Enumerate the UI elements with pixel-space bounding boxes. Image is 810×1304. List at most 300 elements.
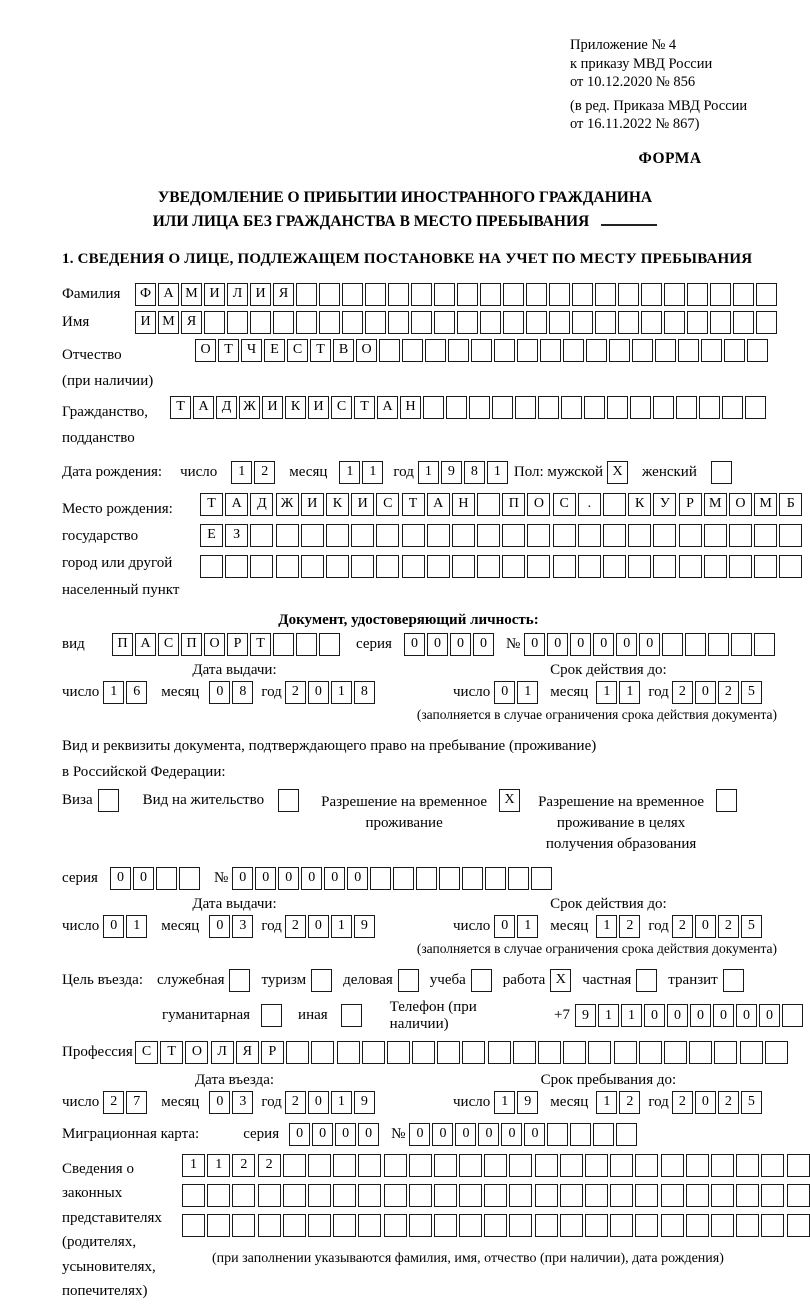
- char-box[interactable]: Н: [452, 493, 475, 516]
- char-box[interactable]: [387, 1041, 410, 1064]
- char-box[interactable]: [716, 789, 737, 812]
- char-box[interactable]: 0: [695, 915, 716, 938]
- char-box[interactable]: [636, 969, 657, 992]
- char-box[interactable]: [547, 1123, 568, 1146]
- char-box[interactable]: Ф: [135, 283, 156, 306]
- char-box[interactable]: [459, 1214, 482, 1237]
- char-box[interactable]: 0: [432, 1123, 453, 1146]
- char-box[interactable]: [686, 1184, 709, 1207]
- char-box[interactable]: [661, 1214, 684, 1237]
- char-box[interactable]: [553, 524, 576, 547]
- char-box[interactable]: [232, 1184, 255, 1207]
- char-box[interactable]: [736, 1154, 759, 1177]
- char-box[interactable]: [311, 1041, 334, 1064]
- char-box[interactable]: [393, 867, 414, 890]
- char-box[interactable]: [756, 311, 777, 334]
- char-box[interactable]: 0: [278, 867, 299, 890]
- char-box[interactable]: 2: [672, 681, 693, 704]
- char-box[interactable]: 0: [301, 867, 322, 890]
- char-box[interactable]: 1: [207, 1154, 230, 1177]
- char-box[interactable]: М: [158, 311, 179, 334]
- char-box[interactable]: [756, 283, 777, 306]
- char-box[interactable]: [276, 524, 299, 547]
- char-box[interactable]: [416, 867, 437, 890]
- char-box[interactable]: [409, 1214, 432, 1237]
- char-box[interactable]: [653, 396, 674, 419]
- char-box[interactable]: 0: [639, 633, 660, 656]
- char-box[interactable]: [610, 1184, 633, 1207]
- char-box[interactable]: [494, 339, 515, 362]
- char-box[interactable]: [301, 524, 324, 547]
- char-box[interactable]: Ч: [241, 339, 262, 362]
- char-box[interactable]: [502, 555, 525, 578]
- char-box[interactable]: [409, 1154, 432, 1177]
- char-box[interactable]: [365, 283, 386, 306]
- char-box[interactable]: [261, 1004, 282, 1027]
- char-box[interactable]: [584, 396, 605, 419]
- char-box[interactable]: [616, 1123, 637, 1146]
- char-box[interactable]: [515, 396, 536, 419]
- char-box[interactable]: [570, 1123, 591, 1146]
- char-box[interactable]: О: [356, 339, 377, 362]
- char-box[interactable]: [563, 339, 584, 362]
- char-box[interactable]: [787, 1154, 810, 1177]
- char-box[interactable]: [585, 1214, 608, 1237]
- char-box[interactable]: [711, 1154, 734, 1177]
- char-box[interactable]: [326, 555, 349, 578]
- char-box[interactable]: 9: [441, 461, 462, 484]
- char-box[interactable]: [723, 969, 744, 992]
- char-box[interactable]: О: [195, 339, 216, 362]
- char-box[interactable]: 1: [418, 461, 439, 484]
- char-box[interactable]: [296, 633, 317, 656]
- char-box[interactable]: 0: [409, 1123, 430, 1146]
- char-box[interactable]: [434, 1184, 457, 1207]
- char-box[interactable]: П: [181, 633, 202, 656]
- char-box[interactable]: 0: [690, 1004, 711, 1027]
- char-box[interactable]: 0: [324, 867, 345, 890]
- char-box[interactable]: [370, 867, 391, 890]
- char-box[interactable]: [572, 283, 593, 306]
- char-box[interactable]: 9: [354, 1091, 375, 1114]
- char-box[interactable]: С: [158, 633, 179, 656]
- char-box[interactable]: [595, 311, 616, 334]
- char-box[interactable]: 1: [517, 915, 538, 938]
- char-box[interactable]: [731, 633, 752, 656]
- char-box[interactable]: [641, 311, 662, 334]
- char-box[interactable]: [452, 555, 475, 578]
- char-box[interactable]: [402, 555, 425, 578]
- char-box[interactable]: К: [628, 493, 651, 516]
- char-box[interactable]: С: [287, 339, 308, 362]
- char-box[interactable]: [358, 1184, 381, 1207]
- char-box[interactable]: 1: [598, 1004, 619, 1027]
- char-box[interactable]: Л: [227, 283, 248, 306]
- char-box[interactable]: [308, 1214, 331, 1237]
- char-box[interactable]: [729, 555, 752, 578]
- char-box[interactable]: 1: [494, 1091, 515, 1114]
- char-box[interactable]: Т: [354, 396, 375, 419]
- char-box[interactable]: Я: [236, 1041, 259, 1064]
- char-box[interactable]: М: [181, 283, 202, 306]
- char-box[interactable]: [229, 969, 250, 992]
- char-box[interactable]: [179, 867, 200, 890]
- char-box[interactable]: 9: [354, 915, 375, 938]
- char-box[interactable]: [477, 524, 500, 547]
- char-box[interactable]: [686, 1154, 709, 1177]
- char-box[interactable]: [701, 339, 722, 362]
- char-box[interactable]: 0: [644, 1004, 665, 1027]
- char-box[interactable]: 0: [524, 1123, 545, 1146]
- char-box[interactable]: 1: [596, 681, 617, 704]
- char-box[interactable]: [585, 1184, 608, 1207]
- char-box[interactable]: [341, 1004, 362, 1027]
- char-box[interactable]: 1: [182, 1154, 205, 1177]
- char-box[interactable]: [477, 555, 500, 578]
- char-box[interactable]: А: [135, 633, 156, 656]
- char-box[interactable]: [761, 1154, 784, 1177]
- char-box[interactable]: О: [729, 493, 752, 516]
- char-box[interactable]: 2: [232, 1154, 255, 1177]
- char-box[interactable]: [509, 1184, 532, 1207]
- char-box[interactable]: [517, 339, 538, 362]
- char-box[interactable]: 1: [596, 915, 617, 938]
- char-box[interactable]: [333, 1154, 356, 1177]
- char-box[interactable]: 2: [285, 681, 306, 704]
- char-box[interactable]: Т: [170, 396, 191, 419]
- char-box[interactable]: И: [250, 283, 271, 306]
- char-box[interactable]: К: [285, 396, 306, 419]
- char-box[interactable]: [653, 555, 676, 578]
- char-box[interactable]: [283, 1154, 306, 1177]
- char-box[interactable]: [641, 283, 662, 306]
- char-box[interactable]: [549, 283, 570, 306]
- char-box[interactable]: 2: [718, 1091, 739, 1114]
- char-box[interactable]: 5: [741, 681, 762, 704]
- char-box[interactable]: 1: [517, 681, 538, 704]
- char-box[interactable]: [182, 1184, 205, 1207]
- char-box[interactable]: [485, 867, 506, 890]
- char-box[interactable]: 2: [718, 681, 739, 704]
- char-box[interactable]: 6: [126, 681, 147, 704]
- char-box[interactable]: Я: [273, 283, 294, 306]
- char-box[interactable]: Т: [160, 1041, 183, 1064]
- char-box[interactable]: [610, 1154, 633, 1177]
- char-box[interactable]: [351, 524, 374, 547]
- char-box[interactable]: [563, 1041, 586, 1064]
- char-box[interactable]: [603, 555, 626, 578]
- char-box[interactable]: [527, 555, 550, 578]
- char-box[interactable]: [664, 311, 685, 334]
- char-box[interactable]: 0: [524, 633, 545, 656]
- char-box[interactable]: [787, 1184, 810, 1207]
- char-box[interactable]: В: [333, 339, 354, 362]
- char-box[interactable]: И: [204, 283, 225, 306]
- char-box[interactable]: 2: [718, 915, 739, 938]
- char-box[interactable]: 0: [494, 681, 515, 704]
- char-box[interactable]: [273, 633, 294, 656]
- char-box[interactable]: 1: [331, 915, 352, 938]
- char-box[interactable]: [337, 1041, 360, 1064]
- char-box[interactable]: 2: [672, 915, 693, 938]
- char-box[interactable]: [561, 396, 582, 419]
- char-box[interactable]: 1: [231, 461, 252, 484]
- char-box[interactable]: 3: [232, 1091, 253, 1114]
- char-box[interactable]: [655, 339, 676, 362]
- char-box[interactable]: [686, 1214, 709, 1237]
- char-box[interactable]: 0: [547, 633, 568, 656]
- char-box[interactable]: 1: [621, 1004, 642, 1027]
- char-box[interactable]: [747, 339, 768, 362]
- char-box[interactable]: [740, 1041, 763, 1064]
- char-box[interactable]: Д: [250, 493, 273, 516]
- char-box[interactable]: И: [135, 311, 156, 334]
- char-box[interactable]: [286, 1041, 309, 1064]
- char-box[interactable]: 2: [672, 1091, 693, 1114]
- char-box[interactable]: [503, 283, 524, 306]
- char-box[interactable]: 1: [339, 461, 360, 484]
- char-box[interactable]: [609, 339, 630, 362]
- char-box[interactable]: [765, 1041, 788, 1064]
- char-box[interactable]: [714, 1041, 737, 1064]
- char-box[interactable]: [434, 283, 455, 306]
- char-box[interactable]: [711, 1214, 734, 1237]
- char-box[interactable]: [427, 524, 450, 547]
- char-box[interactable]: 0: [133, 867, 154, 890]
- char-box[interactable]: [492, 396, 513, 419]
- char-box[interactable]: [425, 339, 446, 362]
- char-box[interactable]: А: [225, 493, 248, 516]
- char-box[interactable]: [689, 1041, 712, 1064]
- char-box[interactable]: [639, 1041, 662, 1064]
- char-box[interactable]: [502, 524, 525, 547]
- char-box[interactable]: X: [499, 789, 520, 812]
- char-box[interactable]: 2: [285, 915, 306, 938]
- char-box[interactable]: 0: [501, 1123, 522, 1146]
- char-box[interactable]: 0: [209, 681, 230, 704]
- char-box[interactable]: [388, 283, 409, 306]
- char-box[interactable]: [578, 524, 601, 547]
- char-box[interactable]: [628, 555, 651, 578]
- char-box[interactable]: [333, 1214, 356, 1237]
- char-box[interactable]: [232, 1214, 255, 1237]
- char-box[interactable]: [572, 311, 593, 334]
- char-box[interactable]: [227, 311, 248, 334]
- char-box[interactable]: [342, 311, 363, 334]
- char-box[interactable]: [779, 524, 802, 547]
- char-box[interactable]: 1: [331, 681, 352, 704]
- char-box[interactable]: 0: [616, 633, 637, 656]
- char-box[interactable]: [462, 867, 483, 890]
- char-box[interactable]: [402, 339, 423, 362]
- char-box[interactable]: [423, 396, 444, 419]
- char-box[interactable]: 0: [427, 633, 448, 656]
- char-box[interactable]: 0: [255, 867, 276, 890]
- char-box[interactable]: [711, 461, 732, 484]
- char-box[interactable]: [457, 311, 478, 334]
- char-box[interactable]: [526, 311, 547, 334]
- char-box[interactable]: [736, 1184, 759, 1207]
- char-box[interactable]: Т: [200, 493, 223, 516]
- char-box[interactable]: 3: [232, 915, 253, 938]
- char-box[interactable]: [258, 1214, 281, 1237]
- char-box[interactable]: 0: [695, 681, 716, 704]
- char-box[interactable]: [379, 339, 400, 362]
- char-box[interactable]: [685, 633, 706, 656]
- char-box[interactable]: А: [158, 283, 179, 306]
- char-box[interactable]: А: [193, 396, 214, 419]
- char-box[interactable]: [250, 555, 273, 578]
- char-box[interactable]: [560, 1154, 583, 1177]
- char-box[interactable]: М: [704, 493, 727, 516]
- char-box[interactable]: [710, 283, 731, 306]
- char-box[interactable]: 0: [404, 633, 425, 656]
- char-box[interactable]: [736, 1214, 759, 1237]
- char-box[interactable]: Р: [227, 633, 248, 656]
- char-box[interactable]: [679, 555, 702, 578]
- char-box[interactable]: [342, 283, 363, 306]
- char-box[interactable]: [603, 493, 626, 516]
- char-box[interactable]: [503, 311, 524, 334]
- char-box[interactable]: 2: [103, 1091, 124, 1114]
- char-box[interactable]: И: [351, 493, 374, 516]
- char-box[interactable]: 2: [619, 1091, 640, 1114]
- char-box[interactable]: 0: [478, 1123, 499, 1146]
- char-box[interactable]: 0: [759, 1004, 780, 1027]
- char-box[interactable]: 0: [473, 633, 494, 656]
- char-box[interactable]: [531, 867, 552, 890]
- char-box[interactable]: Т: [310, 339, 331, 362]
- char-box[interactable]: 9: [517, 1091, 538, 1114]
- char-box[interactable]: [635, 1184, 658, 1207]
- char-box[interactable]: Т: [250, 633, 271, 656]
- char-box[interactable]: [754, 555, 777, 578]
- char-box[interactable]: З: [225, 524, 248, 547]
- char-box[interactable]: [182, 1214, 205, 1237]
- char-box[interactable]: [635, 1154, 658, 1177]
- char-box[interactable]: [411, 311, 432, 334]
- char-box[interactable]: Р: [679, 493, 702, 516]
- char-box[interactable]: [326, 524, 349, 547]
- char-box[interactable]: [156, 867, 177, 890]
- char-box[interactable]: [745, 396, 766, 419]
- char-box[interactable]: 2: [254, 461, 275, 484]
- char-box[interactable]: [678, 339, 699, 362]
- char-box[interactable]: 1: [362, 461, 383, 484]
- char-box[interactable]: [538, 396, 559, 419]
- char-box[interactable]: [200, 555, 223, 578]
- char-box[interactable]: [724, 339, 745, 362]
- char-box[interactable]: [434, 311, 455, 334]
- char-box[interactable]: 1: [619, 681, 640, 704]
- char-box[interactable]: 0: [593, 633, 614, 656]
- char-box[interactable]: [308, 1154, 331, 1177]
- char-box[interactable]: 0: [312, 1123, 333, 1146]
- char-box[interactable]: [761, 1214, 784, 1237]
- char-box[interactable]: 7: [126, 1091, 147, 1114]
- char-box[interactable]: 0: [335, 1123, 356, 1146]
- char-box[interactable]: 0: [232, 867, 253, 890]
- char-box[interactable]: [462, 1041, 485, 1064]
- char-box[interactable]: 0: [667, 1004, 688, 1027]
- char-box[interactable]: [296, 283, 317, 306]
- char-box[interactable]: К: [326, 493, 349, 516]
- char-box[interactable]: 1: [487, 461, 508, 484]
- char-box[interactable]: [384, 1154, 407, 1177]
- char-box[interactable]: А: [377, 396, 398, 419]
- char-box[interactable]: [540, 339, 561, 362]
- char-box[interactable]: [384, 1184, 407, 1207]
- char-box[interactable]: Т: [218, 339, 239, 362]
- char-box[interactable]: 5: [741, 1091, 762, 1114]
- char-box[interactable]: П: [112, 633, 133, 656]
- char-box[interactable]: [687, 283, 708, 306]
- char-box[interactable]: [578, 555, 601, 578]
- char-box[interactable]: [535, 1184, 558, 1207]
- char-box[interactable]: И: [301, 493, 324, 516]
- char-box[interactable]: [628, 524, 651, 547]
- char-box[interactable]: 0: [308, 1091, 329, 1114]
- char-box[interactable]: [508, 867, 529, 890]
- char-box[interactable]: [526, 283, 547, 306]
- char-box[interactable]: [283, 1184, 306, 1207]
- char-box[interactable]: [434, 1154, 457, 1177]
- char-box[interactable]: 0: [110, 867, 131, 890]
- char-box[interactable]: [471, 339, 492, 362]
- char-box[interactable]: [488, 1041, 511, 1064]
- char-box[interactable]: [459, 1184, 482, 1207]
- char-box[interactable]: 1: [126, 915, 147, 938]
- char-box[interactable]: [754, 633, 775, 656]
- char-box[interactable]: [662, 633, 683, 656]
- char-box[interactable]: [618, 283, 639, 306]
- char-box[interactable]: О: [527, 493, 550, 516]
- char-box[interactable]: П: [502, 493, 525, 516]
- char-box[interactable]: Ж: [276, 493, 299, 516]
- char-box[interactable]: [635, 1214, 658, 1237]
- char-box[interactable]: [471, 969, 492, 992]
- char-box[interactable]: Б: [779, 493, 802, 516]
- char-box[interactable]: [535, 1154, 558, 1177]
- char-box[interactable]: [477, 493, 500, 516]
- char-box[interactable]: [273, 311, 294, 334]
- char-box[interactable]: 2: [285, 1091, 306, 1114]
- char-box[interactable]: Р: [261, 1041, 284, 1064]
- char-box[interactable]: [319, 311, 340, 334]
- char-box[interactable]: [729, 524, 752, 547]
- char-box[interactable]: С: [135, 1041, 158, 1064]
- char-box[interactable]: [480, 283, 501, 306]
- char-box[interactable]: [593, 1123, 614, 1146]
- char-box[interactable]: И: [262, 396, 283, 419]
- char-box[interactable]: 9: [575, 1004, 596, 1027]
- char-box[interactable]: 1: [331, 1091, 352, 1114]
- char-box[interactable]: [614, 1041, 637, 1064]
- char-box[interactable]: [446, 396, 467, 419]
- char-box[interactable]: [225, 555, 248, 578]
- char-box[interactable]: [402, 524, 425, 547]
- char-box[interactable]: Д: [216, 396, 237, 419]
- char-box[interactable]: [258, 1184, 281, 1207]
- char-box[interactable]: [661, 1154, 684, 1177]
- char-box[interactable]: С: [331, 396, 352, 419]
- char-box[interactable]: [333, 1184, 356, 1207]
- char-box[interactable]: [459, 1154, 482, 1177]
- char-box[interactable]: Е: [200, 524, 223, 547]
- char-box[interactable]: [427, 555, 450, 578]
- char-box[interactable]: [365, 311, 386, 334]
- char-box[interactable]: [204, 311, 225, 334]
